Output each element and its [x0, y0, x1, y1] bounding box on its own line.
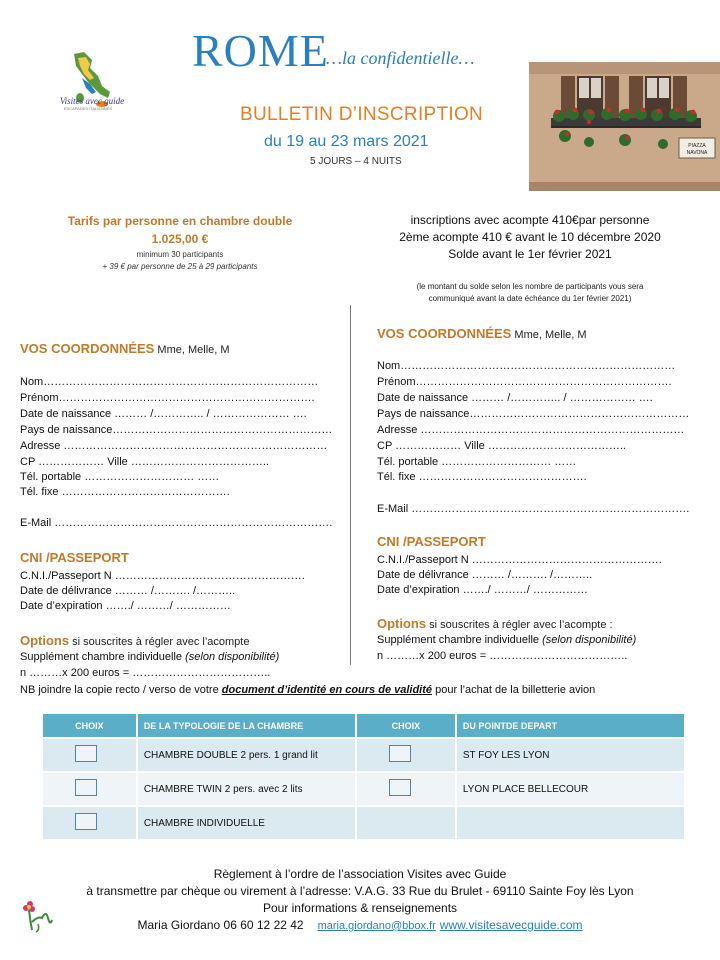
solde-note-line2: communiqué avant la date échéance du 1er février 2021) — [428, 294, 632, 303]
right-cni-title: CNI /PASSEPORT — [377, 534, 486, 549]
left-supplement-note: (selon disponibilité) — [185, 651, 280, 663]
table-header-choix-room: CHOIX — [42, 713, 137, 738]
solde-note-line1: (le montant du solde selon les nombre de participants vous sera — [416, 282, 644, 291]
right-options-text: si souscrites à régler avec l’acompte : — [426, 619, 613, 631]
left-prenom-field[interactable]: Prénom……………………………………………………………. — [20, 392, 315, 404]
right-supplement-text: Supplément chambre individuelle — [377, 634, 543, 646]
right-supplement-count-field[interactable]: n ………x 200 euros = ……………………………….. — [377, 650, 628, 662]
logo-text: Visites avec guide — [59, 96, 125, 106]
trip-duration: 5 JOURS – 4 NUITS — [310, 156, 402, 167]
nb-note — [20, 684, 595, 696]
tarifs-extra: + 39 € par personne de 25 à 29 participants — [102, 262, 258, 271]
left-nom-field[interactable]: Nom………………………………………………………………… — [20, 376, 319, 388]
left-supplement-count-field[interactable]: n ………x 200 euros = ……………………………….. — [20, 667, 271, 679]
left-supplement — [20, 651, 279, 663]
left-pays-field[interactable]: Pays de naissance…………………………………………………… — [20, 424, 333, 436]
column-divider — [350, 305, 351, 665]
tarifs-minimum: minimum 30 participants — [136, 250, 224, 259]
photo-sign-line1: PIAZZA — [688, 143, 706, 149]
right-coordonnees-title — [377, 326, 587, 341]
footer-line2: à transmettre par chèque ou virement à l’adresse: V.A.G. 33 Rue du Brulet - 69110 Sainte Foy lès Lyon — [86, 884, 634, 898]
footer-contact-line — [0, 917, 720, 935]
right-civilite: Mme, Melle, M — [511, 329, 587, 341]
left-civilite: Mme, Melle, M — [154, 344, 230, 356]
left-coordonnees-title — [20, 341, 230, 356]
contact-email-link[interactable]: maria.giordano@bbox.fr — [317, 920, 436, 932]
right-nom-field[interactable]: Nom………………………………………………………………… — [377, 360, 676, 372]
photo-sign-line2: NAVONA — [686, 150, 708, 156]
right-cni-field[interactable]: C.N.I./Passeport N ……………………………………………. — [377, 554, 662, 566]
right-cp-ville-field[interactable]: CP ……………… Ville ……………………………….. — [377, 440, 626, 452]
left-portable-field[interactable]: Tél. portable ………………………… …… — [20, 471, 220, 483]
left-naissance-field[interactable]: Date de naissance ……… /………….. / ………………… …. — [20, 408, 307, 420]
room-type-cell: CHAMBRE DOUBLE 2 pers. 1 grand lit — [137, 738, 356, 772]
nb-document: document d’identité en cours de validité — [221, 684, 433, 696]
depart-bellecour-checkbox[interactable] — [389, 779, 411, 796]
bulletin-title: BULLETIN D’INSCRIPTION — [240, 104, 484, 125]
room-double-checkbox[interactable] — [75, 745, 97, 762]
left-fixe-field[interactable]: Tél. fixe ………………………………………. — [20, 486, 230, 498]
footer-line3: Pour informations & renseignements — [262, 901, 458, 915]
contact-name-phone: Maria Giordano 06 60 12 22 42 — [137, 918, 304, 932]
left-options-title — [20, 632, 249, 650]
acompte-line3: Solde avant le 1er février 2021 — [448, 247, 612, 261]
left-adresse-field[interactable]: Adresse ……………………………………………………………… — [20, 440, 328, 452]
left-delivrance-field[interactable]: Date de délivrance ……… /………. /……….. — [20, 585, 236, 597]
left-supplement-text: Supplément chambre individuelle — [20, 651, 186, 663]
website-link[interactable]: www.visitesavecguide.com — [439, 918, 583, 932]
page-title: ROME — [192, 25, 329, 76]
acompte-info — [370, 212, 690, 263]
visites-avec-guide-logo — [52, 48, 122, 126]
depart-choice-cell — [356, 772, 456, 806]
solde-note — [380, 281, 680, 305]
depart-st-foy-checkbox[interactable] — [389, 745, 411, 762]
right-options-title — [377, 615, 613, 633]
left-email-field[interactable]: E-Mail …………………………………………………………………. — [20, 517, 333, 529]
page-subtitle: …la confidentielle… — [326, 48, 475, 68]
left-cni-field[interactable]: C.N.I./Passeport N ……………………………………………. — [20, 570, 305, 582]
logo-subtext: ESCAPADES ITALIENNES — [63, 106, 113, 111]
table-header-row — [42, 713, 685, 738]
room-choice-cell — [42, 772, 137, 806]
right-pays-field[interactable]: Pays de naissance…………………………………………………… — [377, 408, 690, 420]
footer-line1: Règlement à l’ordre de l’association Visites avec Guide — [213, 867, 507, 881]
right-coordonnees-label: VOS COORDONNÉES — [377, 326, 512, 341]
depart-cell: ST FOY LES LYON — [456, 738, 685, 772]
depart-choice-cell — [356, 738, 456, 772]
table-header-choix-depart: CHOIX — [356, 713, 456, 738]
room-choice-cell — [42, 806, 137, 840]
tarifs-price: 1.025,00 € — [151, 232, 209, 246]
left-coordonnees-label: VOS COORDONNÉES — [20, 341, 155, 356]
room-type-cell: CHAMBRE INDIVIDUELLE — [137, 806, 356, 840]
footer — [0, 866, 720, 935]
right-prenom-field[interactable]: Prénom……………………………………………………………. — [377, 376, 672, 388]
depart-cell: LYON PLACE BELLECOUR — [456, 772, 685, 806]
acompte-line2: 2ème acompte 410 € avant le 10 décembre 2020 — [399, 230, 661, 244]
nb-text-before: NB joindre la copie recto / verso de votre — [20, 684, 222, 696]
room-individuelle-checkbox[interactable] — [75, 813, 97, 830]
right-adresse-field[interactable]: Adresse ……………………………………………………………… — [377, 424, 685, 436]
table-header-depart: DU POINTDE DEPART — [456, 713, 685, 738]
acompte-line1: inscriptions avec acompte 410€par personne — [410, 213, 650, 227]
right-supplement-note: (selon disponibilité) — [542, 634, 637, 646]
left-expiration-field[interactable]: Date d’expiration ……./ ………/ …………… — [20, 600, 231, 612]
trip-dates: du 19 au 23 mars 2021 — [264, 133, 429, 150]
right-supplement — [377, 634, 636, 646]
depart-cell — [456, 806, 685, 840]
room-twin-checkbox[interactable] — [75, 779, 97, 796]
nb-text-after: pour l’achat de la billetterie avion — [432, 684, 596, 696]
table-row — [42, 806, 685, 840]
right-delivrance-field[interactable]: Date de délivrance ……… /………. /……….. — [377, 569, 593, 581]
room-type-cell: CHAMBRE TWIN 2 pers. avec 2 lits — [137, 772, 356, 806]
room-choice-cell — [42, 738, 137, 772]
table-header-typologie: DE LA TYPOLOGIE DE LA CHAMBRE — [137, 713, 356, 738]
right-fixe-field[interactable]: Tél. fixe ………………………………………. — [377, 471, 587, 483]
choice-table — [41, 712, 686, 841]
right-portable-field[interactable]: Tél. portable ………………………… …… — [377, 456, 577, 468]
left-options-text: si souscrites à régler avec l’acompte — [69, 636, 250, 648]
balcony-photo — [529, 62, 720, 191]
right-expiration-field[interactable]: Date d’expiration ……./ ………/ …………… — [377, 584, 588, 596]
right-email-field[interactable]: E-Mail …………………………………………………………………. — [377, 503, 690, 515]
table-row — [42, 772, 685, 806]
tarifs-title: Tarifs par personne en chambre double — [67, 214, 293, 228]
right-options-label: Options — [377, 616, 427, 631]
left-cp-ville-field[interactable]: CP ……………… Ville ……………………………….. — [20, 456, 269, 468]
left-cni-title: CNI /PASSEPORT — [20, 550, 129, 565]
table-row — [42, 738, 685, 772]
depart-choice-cell — [356, 806, 456, 840]
left-options-label: Options — [20, 633, 70, 648]
right-naissance-field[interactable]: Date de naissance ……… /………….. / ……………… …. — [377, 392, 653, 404]
